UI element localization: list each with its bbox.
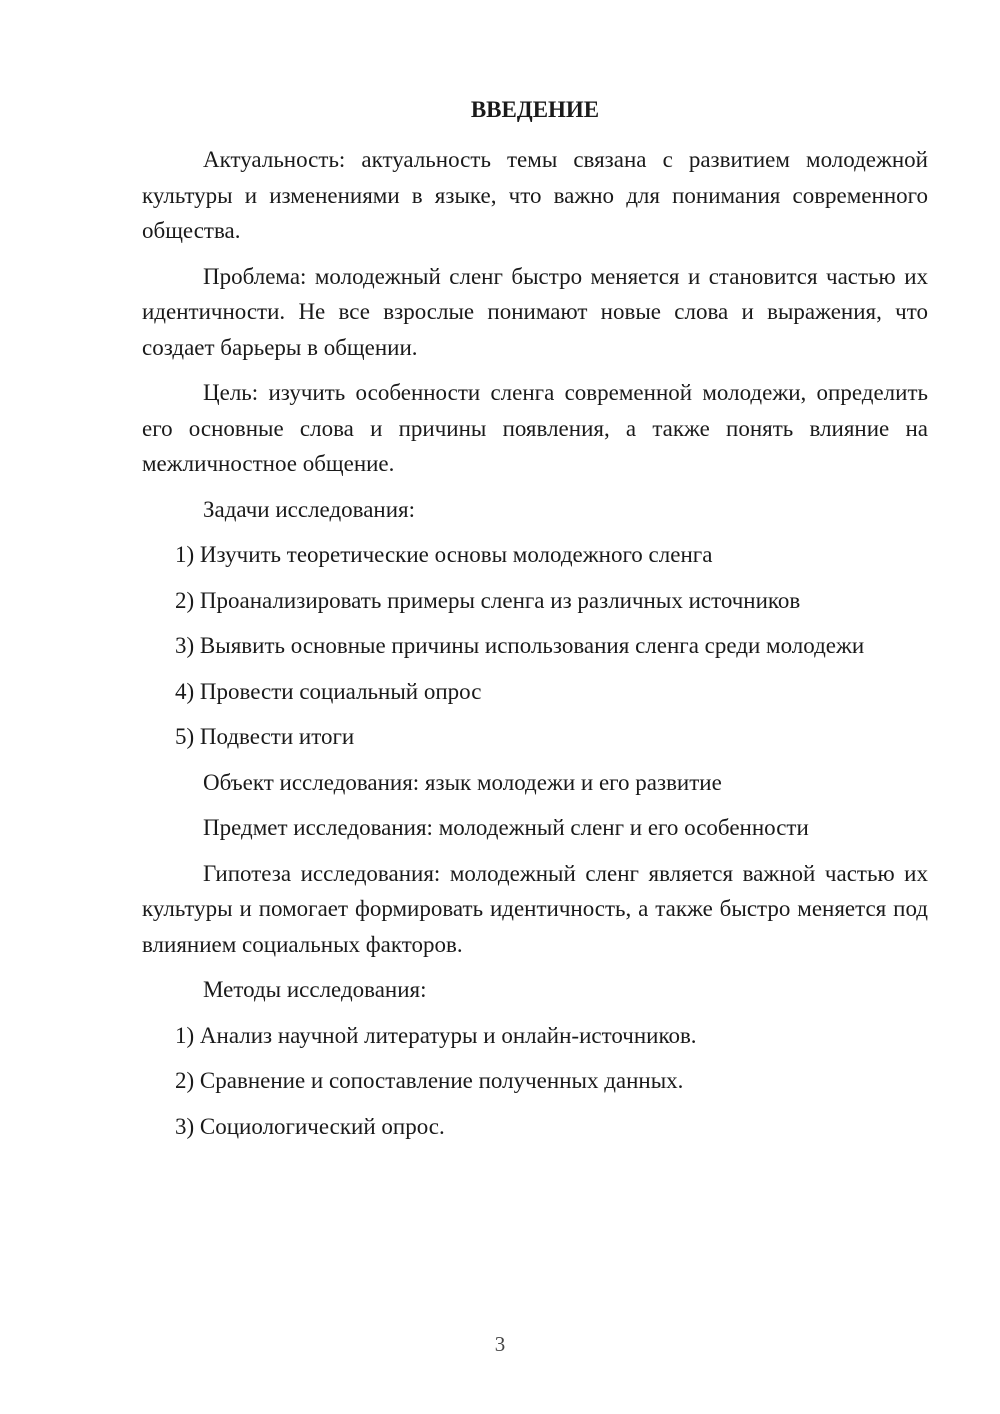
- document-page: [142, 92, 928, 1154]
- relevance-paragraph: Актуальность: актуальность темы связана с развитием молодежной культуры и изменениями в языке, что важно для понимания современного общества.: [142, 147, 928, 243]
- goal-paragraph: Цель: изучить особенности сленга современной молодежи, определить его основные слова и причины появления, а также понять влияние на межличностное общение.: [142, 380, 928, 476]
- hypothesis-paragraph: Гипотеза исследования: молодежный сленг является важной частью их культуры и помогает формировать идентичность, а также быстро меняется под влиянием социальных факторов.: [142, 860, 928, 957]
- task-item-2: 2) Проанализировать примеры сленга из различных источников: [175, 587, 801, 613]
- task-item-5: 5) Подвести итоги: [175, 724, 355, 749]
- method-item-2: 2) Сравнение и сопоставление полученных данных.: [175, 1068, 684, 1093]
- problem-paragraph: Проблема: молодежный сленг быстро меняется и становится частью их идентичности. Не все взрослые понимают новые слова и выражения, что создает барьеры в общении.: [142, 263, 928, 360]
- method-item-1: 1) Анализ научной литературы и онлайн-источников.: [175, 1022, 697, 1048]
- tasks-heading: Задачи исследования:: [203, 496, 416, 522]
- task-item-3: 3) Выявить основные причины использования сленга среди молодежи: [175, 633, 865, 658]
- method-item-3: 3) Социологический опрос.: [175, 1113, 445, 1139]
- subject-paragraph: Предмет исследования: молодежный сленг и его особенности: [203, 815, 809, 840]
- methods-heading: Методы исследования:: [203, 977, 427, 1002]
- object-paragraph: Объект исследования: язык молодежи и его развитие: [203, 769, 722, 795]
- task-item-1: 1) Изучить теоретические основы молодежного сленга: [175, 542, 713, 567]
- page-number: 3: [494, 1332, 506, 1356]
- document-title: ВВЕДЕНИЕ: [470, 97, 600, 122]
- task-item-4: 4) Провести социальный опрос: [175, 678, 482, 704]
